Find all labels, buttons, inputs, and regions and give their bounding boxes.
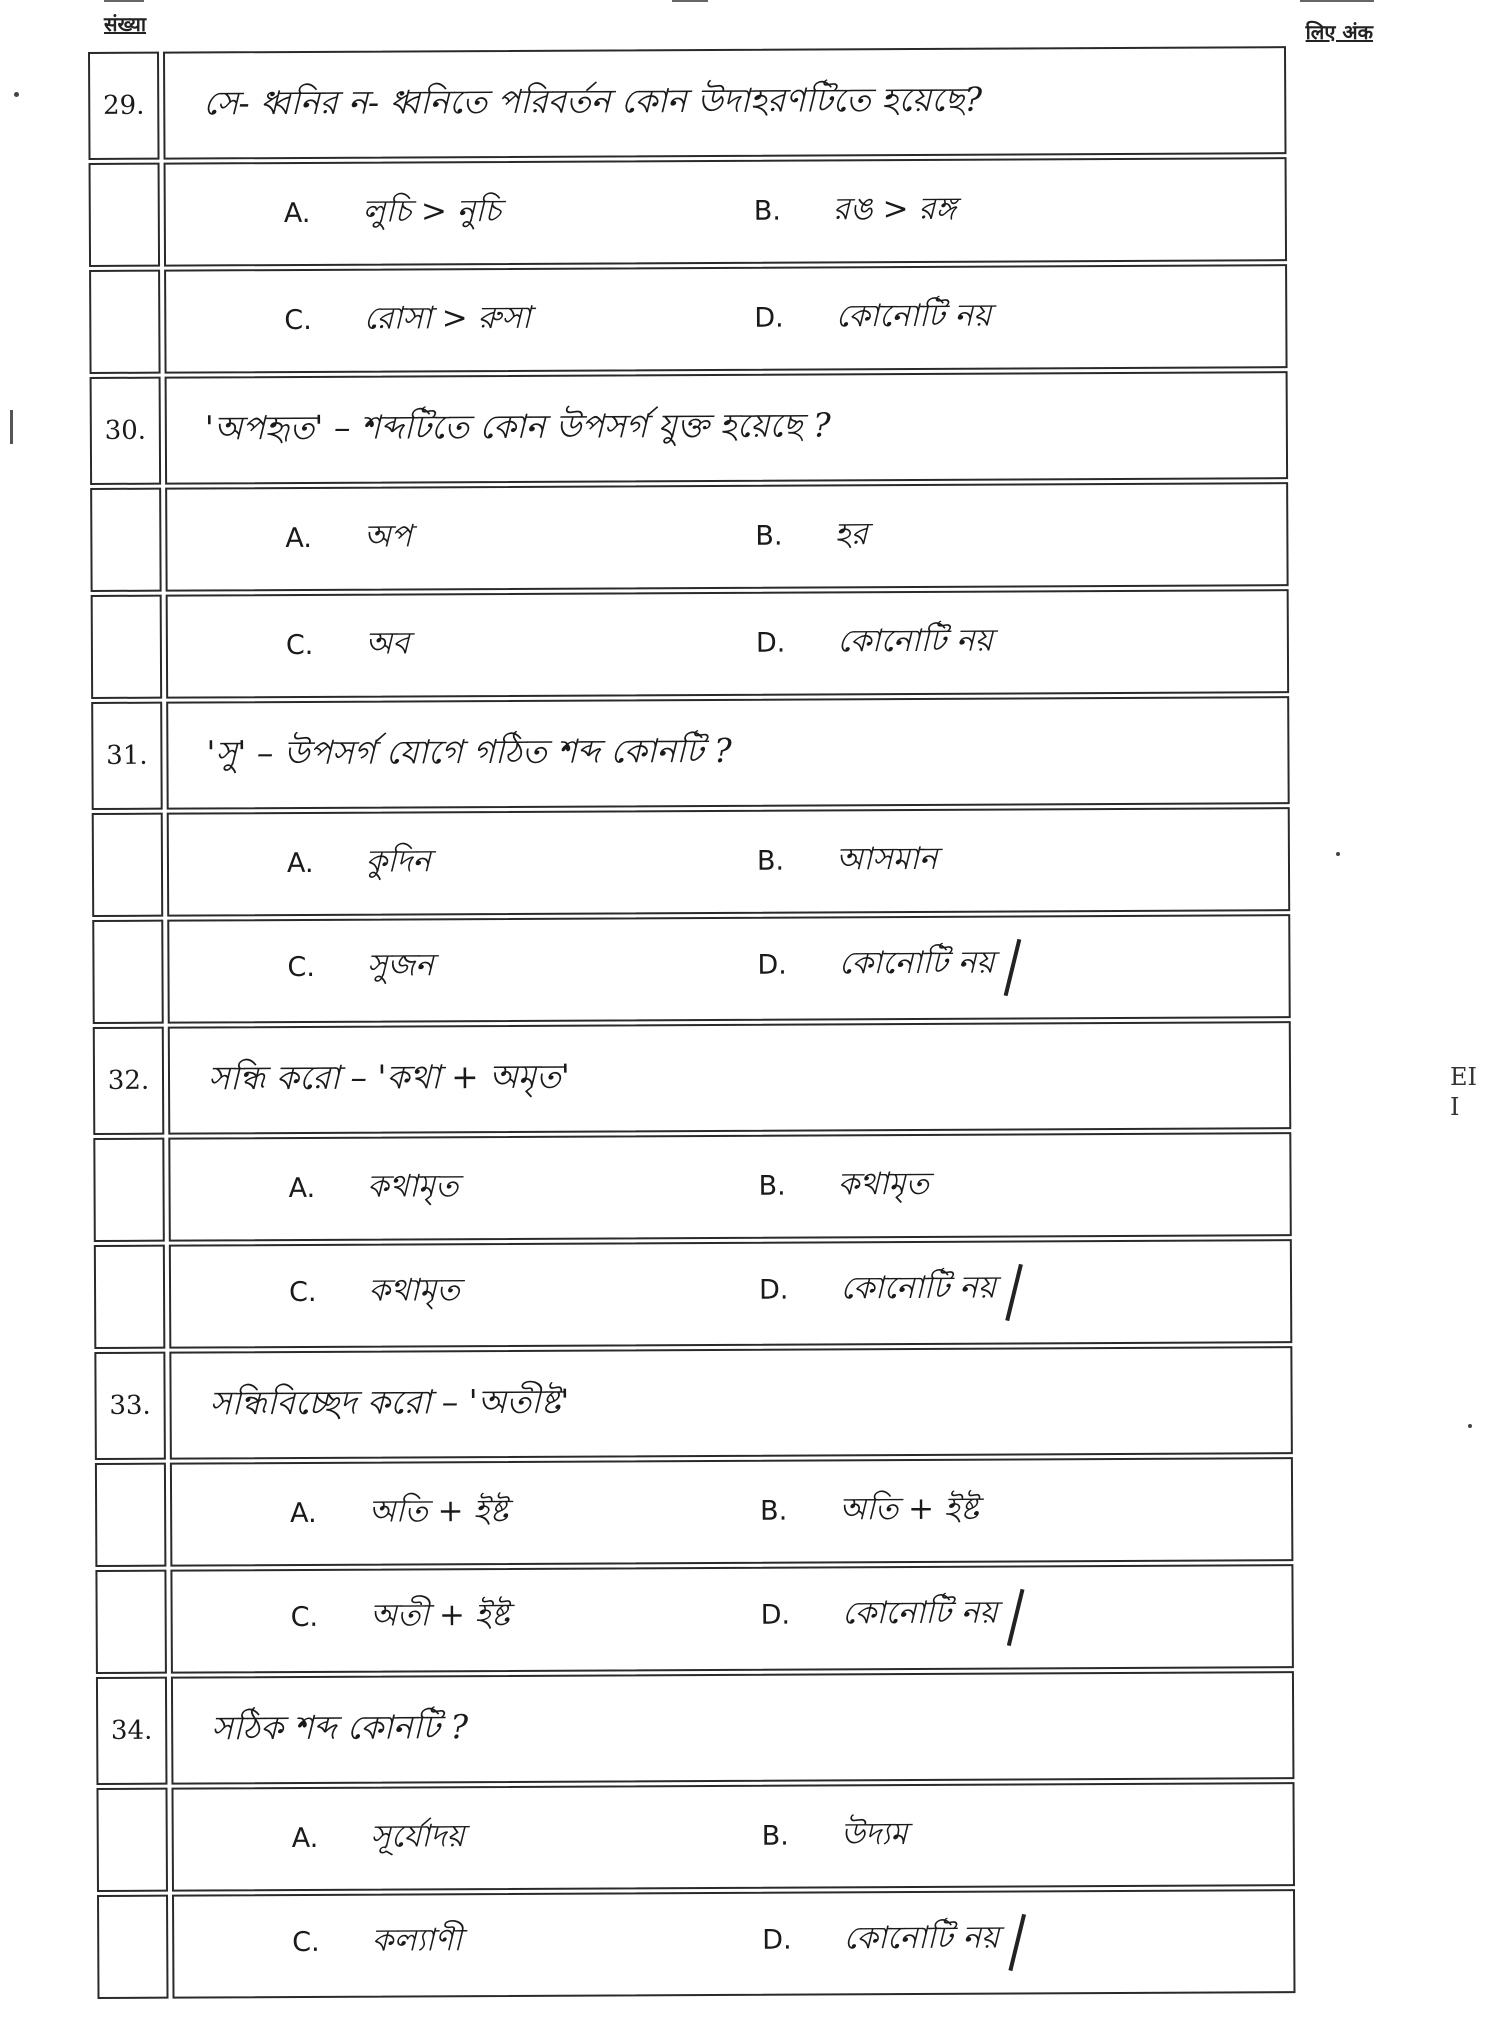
option-b [757,835,938,888]
question-text-cell [163,46,1287,159]
option-pair [174,1912,1293,1975]
option-d [759,1263,1016,1322]
margin-pencil-stroke [10,410,13,444]
option-text: সূর্যোদয় [370,1818,465,1855]
option-b [762,1810,908,1863]
option-b [758,1160,929,1213]
question-number: 30. [90,377,162,485]
options-cell [169,1239,1292,1348]
question-number: 29. [88,52,160,160]
question-text: 'অপহৃত' – শব্দটিতে কোন উপসর্গ যুক্ত হয়েছে ? [204,405,831,448]
number-cell-empty [95,1463,167,1567]
question-text: সন্ধিবিচ্ছেদ করো – 'অতীষ্ট' [209,1381,570,1423]
option-text: হর [834,516,868,553]
options-cell [167,914,1290,1023]
options-row [92,914,1290,1024]
header-rule-right [1300,0,1374,2]
option-text: লুচি > নুচি [362,192,501,230]
option-letter: B. [756,845,785,877]
option-text: কথামৃত [367,1168,459,1205]
header-right-label: लिए अंक [1305,20,1373,44]
checker-tick-mark [1005,1264,1023,1321]
question-text: সঠিক শব্দ কোনটি ? [211,1707,469,1748]
options-cell [164,264,1287,373]
options-row [93,1132,1291,1242]
answer-sheet [88,46,1296,2002]
number-cell-empty [89,163,161,267]
option-d [756,617,993,670]
question-text-cell [165,371,1289,484]
question-text-cell [169,1346,1293,1459]
option-text: সুজন [366,947,434,984]
option-letter: A. [285,522,313,555]
option-d [761,1588,1018,1647]
option-text: অতি + ইষ্ট [368,1492,509,1530]
option-b [755,510,868,563]
option-letter: A. [283,197,311,230]
options-cell [170,1564,1293,1673]
option-letter: D. [760,1599,791,1631]
option-c [166,293,754,348]
option-letter: C. [288,1276,317,1309]
option-c [173,1590,761,1651]
options-row [92,807,1290,917]
question-row [94,1346,1293,1460]
number-cell-empty [89,270,161,374]
option-a [169,836,757,891]
question-row [91,696,1290,810]
question-number: 34. [96,1677,168,1785]
option-pair [168,615,1287,672]
question-text: সে- ধ্বনির ন- ধ্বনিতে পরিবর্তন কোন উদাহরণটিতে হয়েছে? [203,79,983,123]
number-cell-empty [94,1245,166,1349]
option-letter: C. [287,951,315,984]
option-text: কথামৃত [837,1165,929,1203]
options-cell [172,1889,1295,1998]
margin-speck [14,92,19,97]
number-cell-empty [90,488,162,592]
option-pair [169,833,1288,890]
question-row [90,371,1289,485]
question-text: 'সু' – উপসর্গ যোগে গঠিত শব্দ কোনটি ? [206,730,732,773]
option-b [760,1485,979,1538]
option-letter: B. [755,520,783,552]
option-letter: A. [290,1497,317,1530]
option-d [754,292,991,345]
options-row [96,1782,1294,1892]
option-text: কোনোটি নয় [838,944,995,982]
options-row [91,589,1289,699]
option-letter: B. [761,1820,789,1852]
option-text: কোনোটি নয় [835,297,992,335]
header-rule-left [104,0,144,2]
option-pair [173,1587,1292,1650]
question-text-cell [171,1671,1295,1784]
option-text: অব [365,625,410,662]
option-letter: D. [757,949,787,981]
option-pair [172,1483,1291,1540]
question-row [88,46,1287,160]
question-text-cell [168,1021,1292,1134]
option-text: কোনোটি নয় [840,1269,997,1307]
option-pair [169,937,1288,1000]
checker-tick-mark [1004,939,1022,996]
option-text: আসমান [835,840,938,878]
question-number: 33. [94,1352,166,1460]
checker-tick-mark [1007,1589,1025,1646]
number-cell-empty [92,920,164,1024]
option-a [174,1811,762,1866]
option-pair [174,1808,1293,1865]
options-cell [171,1782,1294,1891]
option-letter: C. [290,1601,319,1634]
option-a [170,1161,758,1216]
number-cell-empty [95,1570,167,1674]
option-letter: C. [284,304,312,337]
options-row [97,1889,1295,1999]
option-text: কোনোটি নয় [841,1594,998,1632]
option-c [168,618,756,673]
option-text: কল্যাণী [371,1922,463,1959]
option-letter: C. [292,1926,320,1959]
option-text: কোনোটি নয় [837,622,993,660]
option-pair [167,508,1286,565]
option-c [169,940,757,1001]
option-text: কোনোটি নয় [843,1919,1000,1957]
number-cell-empty [93,1138,165,1242]
options-cell [165,482,1288,591]
option-letter: C. [285,629,314,662]
options-row [95,1564,1293,1674]
option-pair [166,183,1285,240]
header-left-label: संख्या [104,12,146,36]
question-row [93,1021,1292,1135]
option-pair [166,290,1285,347]
option-letter: D. [762,1924,792,1956]
option-text: কথামৃত [368,1272,460,1309]
options-row [94,1239,1292,1349]
question-number: 32. [93,1027,165,1135]
margin-speck [1468,1424,1472,1428]
option-text: রঙ > রঙ্গ [832,190,957,228]
options-cell [164,157,1287,266]
option-letter: B. [758,1170,786,1202]
option-letter: D. [754,302,784,334]
option-text: অতি + ইষ্ট [839,1490,979,1528]
option-d [757,938,1014,997]
option-c [171,1265,759,1326]
option-a [167,511,755,566]
option-letter: D. [755,627,786,659]
number-cell-empty [91,595,163,699]
checker-tick-mark [1008,1914,1026,1971]
number-cell-empty [92,813,164,917]
option-letter: D. [758,1274,789,1306]
option-letter: B. [753,195,781,227]
question-number: 31. [91,702,163,810]
option-a [166,186,754,241]
option-text: উদ্যম [840,1816,908,1853]
option-letter: A. [286,847,314,880]
option-pair [171,1262,1290,1325]
number-cell-empty [97,1895,169,1999]
options-cell [167,807,1290,916]
options-row [90,482,1288,592]
option-b [754,185,956,238]
options-cell [168,1132,1291,1241]
question-text-cell [166,696,1290,809]
option-pair [170,1158,1289,1215]
margin-speck [1336,852,1340,856]
option-text: কুদিন [365,843,431,880]
option-text: অতী + ইষ্ট [369,1596,510,1634]
margin-note: ЕI I [1450,1063,1477,1121]
option-a [172,1486,760,1541]
question-text: সন্ধি করো – 'কথা + অমৃত' [207,1056,570,1098]
option-c [174,1915,762,1976]
option-letter: A. [291,1822,319,1855]
header-rule-center [672,0,708,2]
option-text: রোসা > রুসা [363,299,531,337]
option-d [762,1913,1019,1972]
option-text: অপ [363,518,412,555]
question-row [96,1671,1295,1785]
options-cell [170,1457,1293,1566]
option-letter: A. [288,1172,316,1205]
number-cell-empty [96,1788,168,1892]
options-row [89,157,1287,267]
options-row [89,264,1287,374]
options-row [95,1457,1293,1567]
option-letter: B. [760,1495,788,1527]
options-cell [166,589,1289,698]
